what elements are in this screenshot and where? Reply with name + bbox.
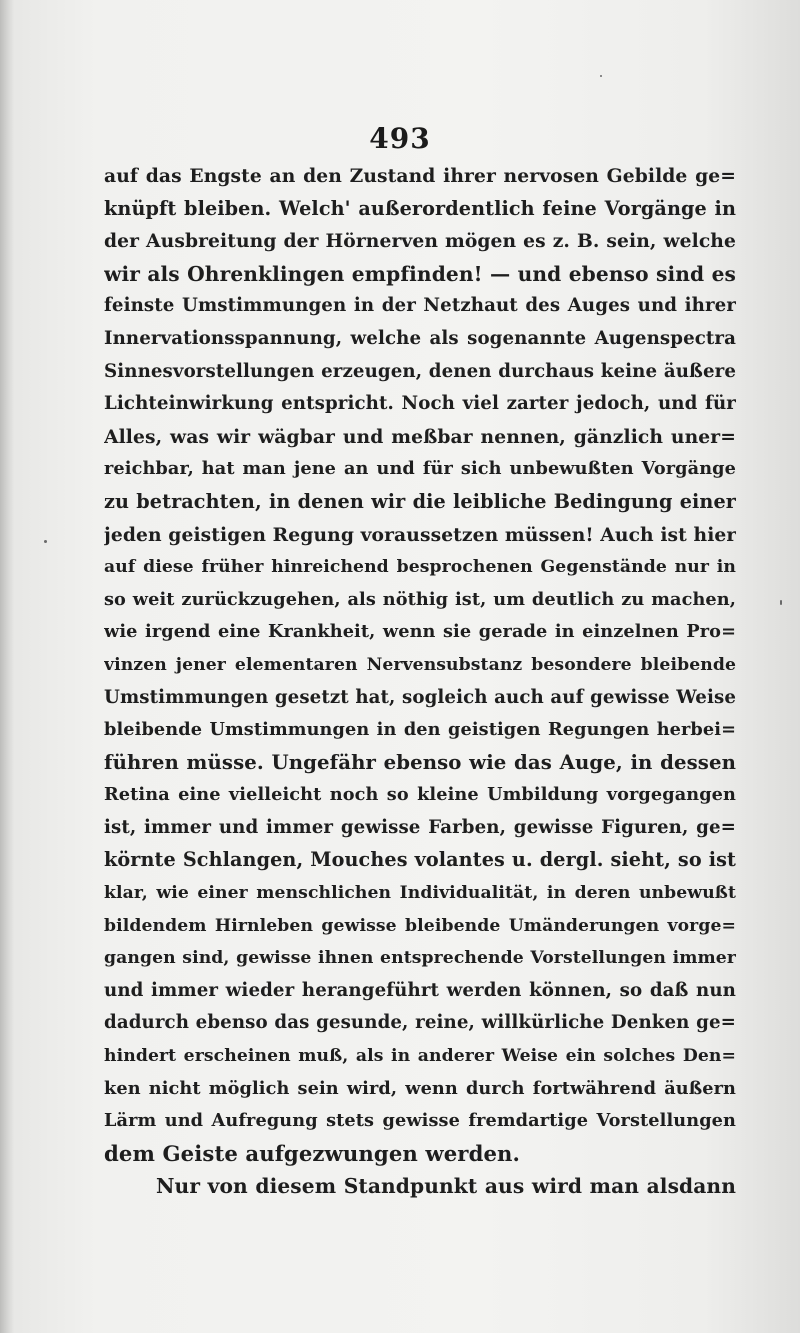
text-line: Innervationsspannung, welche als sogenannte Augenspectra [104,327,736,349]
page-number: 493 [369,122,431,155]
text-line: reichbar, hat man jene an und für sich unbewußten Vorgänge [104,458,736,480]
text-line: jeden geistigen Regung voraussetzen müssen! Auch ist hier [104,523,736,546]
text-line: auf diese früher hinreichend besprochenen Gegenstände nur in [104,557,736,578]
text-line: gangen sind, gewisse ihnen entsprechende Vorstellungen immer [104,948,736,969]
text-line: körnte Schlangen, Mouches volantes u. dergl. sieht, so ist [104,848,736,872]
text-line: Lichteinwirkung entspricht. Noch viel zarter jedoch, und für [104,393,736,415]
page-gutter-shadow [0,0,14,1333]
text-line: ist, immer und immer gewisse Farben, gewisse Figuren, ge= [104,816,736,838]
text-line: so weit zurückzugehen, als nöthig ist, um deutlich zu machen, [104,588,736,610]
text-line: bleibende Umstimmungen in den geistigen Regungen herbei= [104,719,736,741]
text-line: klar, wie einer menschlichen Individualität, in deren unbewußt [104,883,736,904]
text-line: der Ausbreitung der Hörnerven mögen es z. B. sein, welche [104,230,736,253]
paper-speck [780,600,782,605]
text-line: Sinnesvorstellungen erzeugen, denen durchaus keine äußere [104,360,736,382]
paper-speck [600,75,602,77]
text-line: wie irgend eine Krankheit, wenn sie gerade in einzelnen Pro= [104,621,736,643]
paper-speck [44,540,47,543]
text-line: knüpft bleiben. Welch' außerordentlich feine Vorgänge in [104,196,736,220]
text-line: und immer wieder herangeführt werden können, so daß nun [104,979,736,1001]
text-line: Retina eine vielleicht noch so kleine Umbildung vorgegangen [104,784,736,806]
text-line: hindert erscheinen muß, als in anderer Weise ein solches Den= [104,1046,736,1067]
text-line: führen müsse. Ungefähr ebenso wie das Auge, in dessen [104,750,736,774]
text-line: Alles, was wir wägbar und meßbar nennen, gänzlich uner= [104,425,736,448]
text-line: Lärm und Aufregung stets gewisse fremdartige Vorstellungen [104,1110,736,1132]
text-line: vinzen jener elementaren Nervensubstanz besondere bleibende [104,654,736,675]
text-line: ken nicht möglich sein wird, wenn durch fortwährend äußern [104,1077,736,1099]
text-line: dadurch ebenso das gesunde, reine, willkürliche Denken ge= [104,1012,736,1034]
body-text [104,160,736,1203]
text-line: auf das Engste an den Zustand ihrer nervosen Gebilde ge= [104,165,736,187]
text-line: wir als Ohrenklingen empfinden! — und ebenso sind es [104,261,736,286]
text-line: feinste Umstimmungen in der Netzhaut des Auges und ihrer [104,295,736,317]
paragraph-end-line: dem Geiste aufgezwungen werden. [104,1140,521,1166]
text-line: Umstimmungen gesetzt hat, sogleich auch auf gewisse Weise [104,686,736,708]
text-line: zu betrachten, in denen wir die leibliche Bedingung einer [104,489,736,513]
text-line: bildendem Hirnleben gewisse bleibende Umänderungen vorge= [104,915,736,936]
paragraph-start-line: Nur von diesem Standpunkt aus wird man alsdann [156,1174,736,1199]
